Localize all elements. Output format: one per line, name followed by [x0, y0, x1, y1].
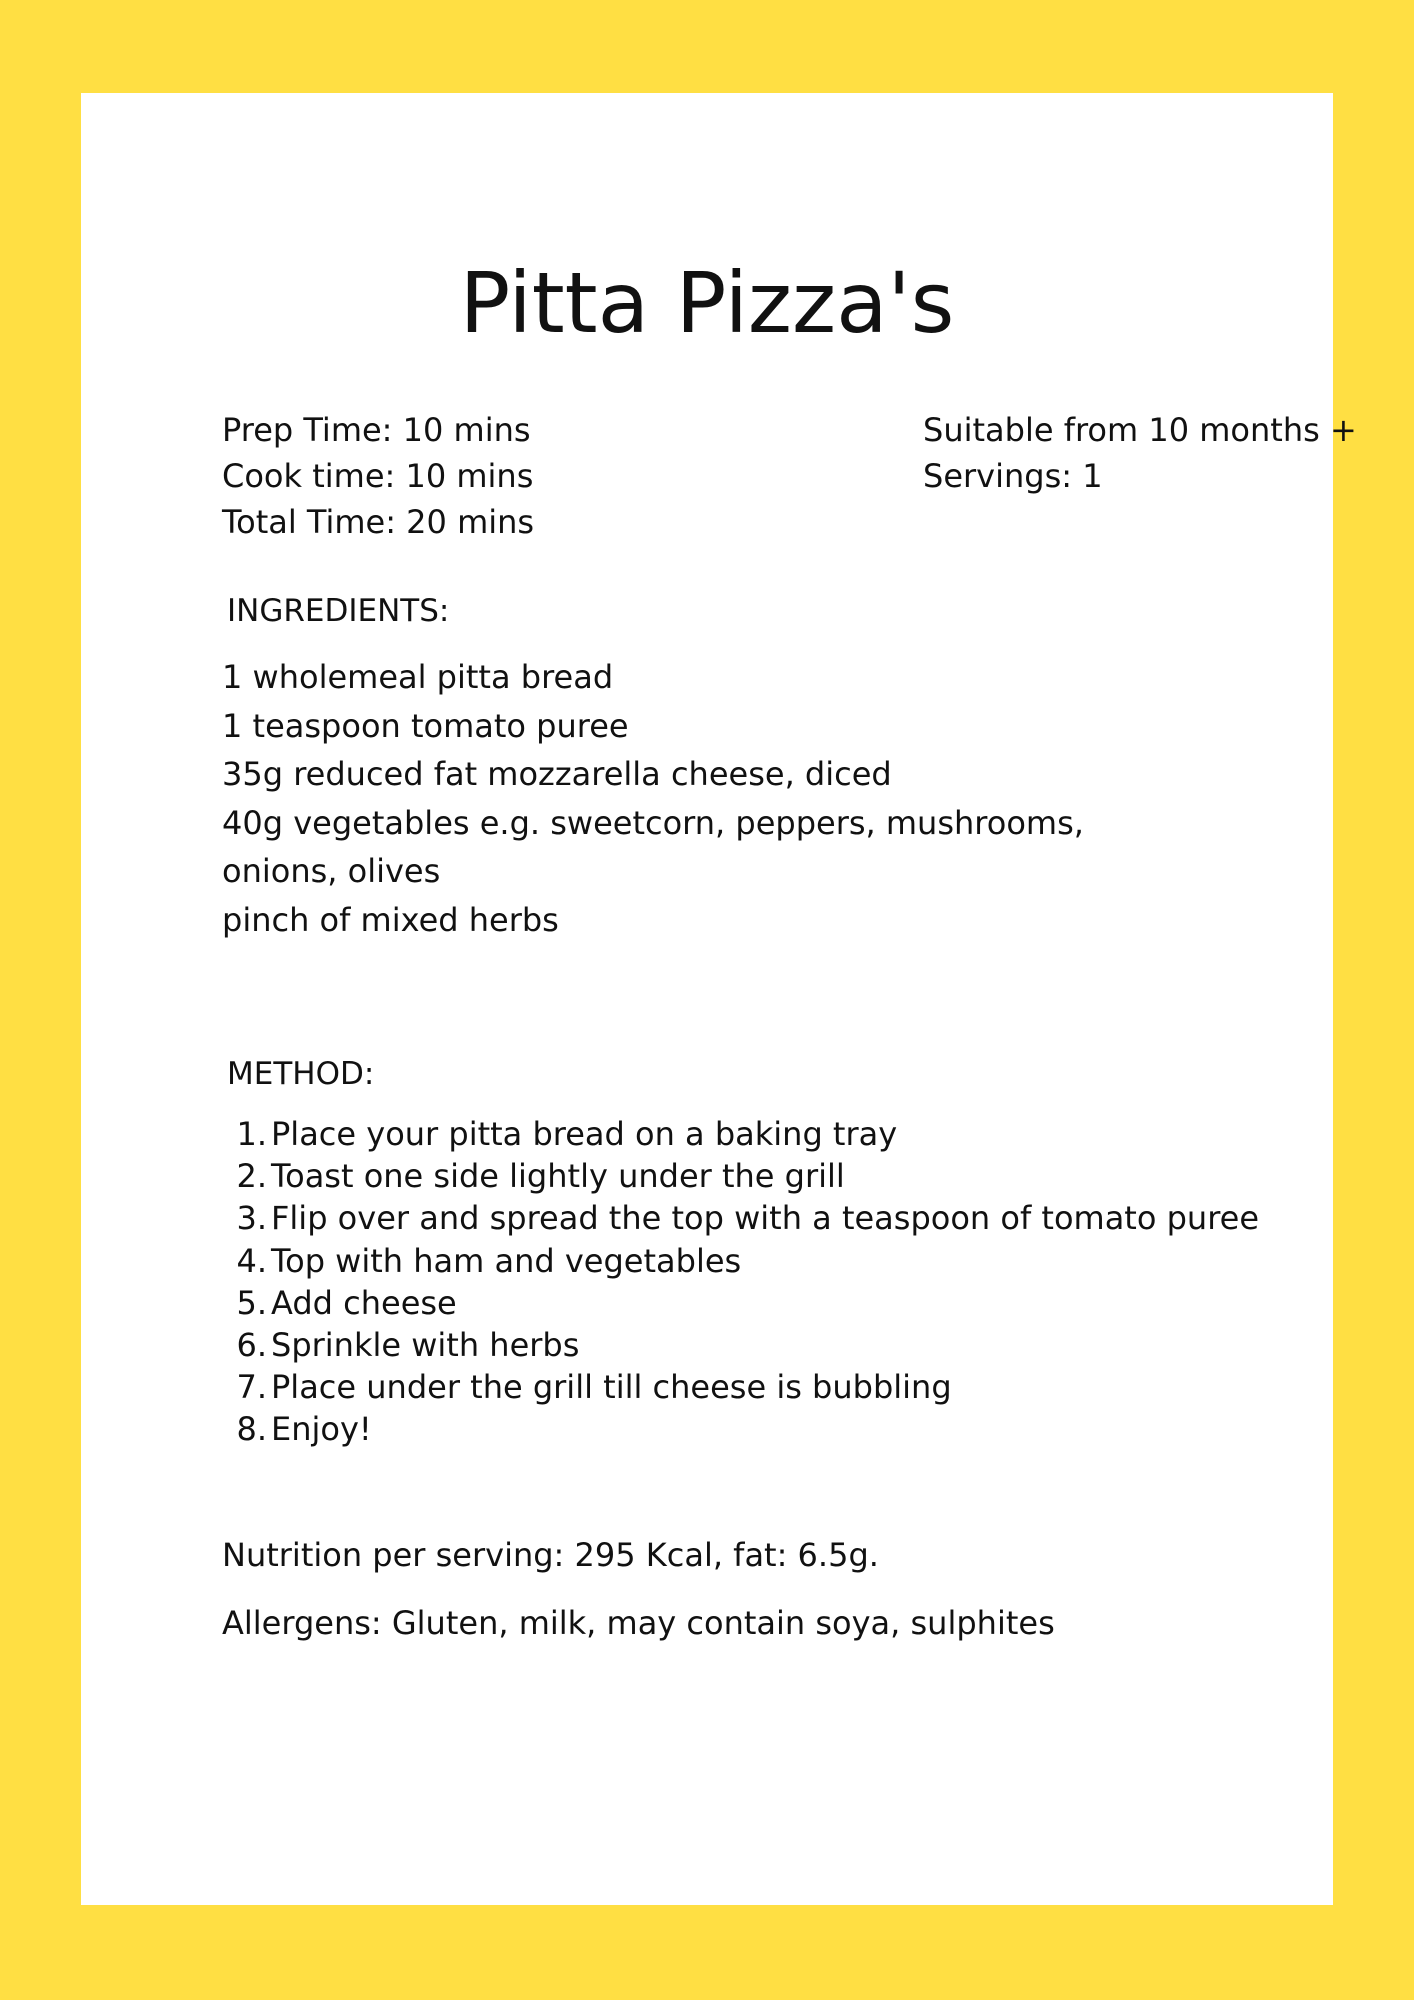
method-step [227, 1113, 1259, 1155]
ingredient-item: 35g reduced fat mozzarella cheese, diced [222, 755, 892, 793]
step-text: Place your pitta bread on a baking tray [271, 1115, 898, 1153]
step-text: Place under the grill till cheese is bubbling [271, 1368, 952, 1407]
suitable-age: Suitable from 10 months + [923, 411, 1357, 449]
method-step [227, 1408, 1259, 1450]
step-number: 5. [236, 1283, 267, 1322]
step-number: 3. [236, 1199, 267, 1238]
step-number: 1. [236, 1115, 267, 1153]
ingredient-item: 40g vegetables e.g. sweetcorn, peppers, mushrooms, [222, 803, 1084, 842]
method-step [227, 1240, 1259, 1282]
step-number: 7. [236, 1368, 267, 1407]
time-info [222, 407, 534, 545]
step-text: Sprinkle with herbs [271, 1326, 580, 1365]
step-number: 8. [236, 1410, 267, 1449]
prep-time: Prep Time: 10 mins [222, 411, 531, 449]
recipe-card [81, 93, 1357, 1905]
total-time: Total Time: 20 mins [222, 503, 535, 541]
ingredients-list [222, 653, 1084, 944]
ingredient-item: 1 wholemeal pitta bread [222, 658, 614, 696]
method-list [227, 1113, 1259, 1451]
step-text: Top with ham and vegetables [271, 1241, 742, 1280]
ingredients-heading: INGREDIENTS: [227, 593, 450, 629]
ingredient-item: 1 teaspoon tomato puree [222, 706, 629, 745]
method-step [227, 1155, 1259, 1197]
cook-time: Cook time: 10 mins [222, 457, 534, 495]
method-heading: METHOD: [227, 1056, 375, 1092]
recipe-title: Pitta Pizza's [459, 254, 955, 352]
allergens-info: Allergens: Gluten, milk, may contain soya, sulphites [222, 1604, 1055, 1642]
servings: Servings: 1 [923, 457, 1103, 495]
nutrition-info: Nutrition per serving: 295 Kcal, fat: 6.5g. [222, 1536, 879, 1574]
method-step [227, 1324, 1259, 1366]
step-number: 4. [236, 1241, 267, 1280]
step-number: 6. [236, 1326, 267, 1365]
step-text: Flip over and spread the top with a teaspoon of tomato puree [271, 1199, 1260, 1238]
step-text: Add cheese [271, 1283, 457, 1322]
method-step [227, 1366, 1259, 1408]
ingredient-item: pinch of mixed herbs [222, 900, 559, 939]
step-text: Enjoy! [271, 1410, 372, 1449]
method-step [227, 1197, 1259, 1239]
suitability-info [923, 407, 1357, 499]
ingredient-item: onions, olives [222, 852, 441, 890]
step-number: 2. [236, 1157, 267, 1196]
step-text: Toast one side lightly under the grill [271, 1157, 845, 1196]
method-step [227, 1282, 1259, 1324]
